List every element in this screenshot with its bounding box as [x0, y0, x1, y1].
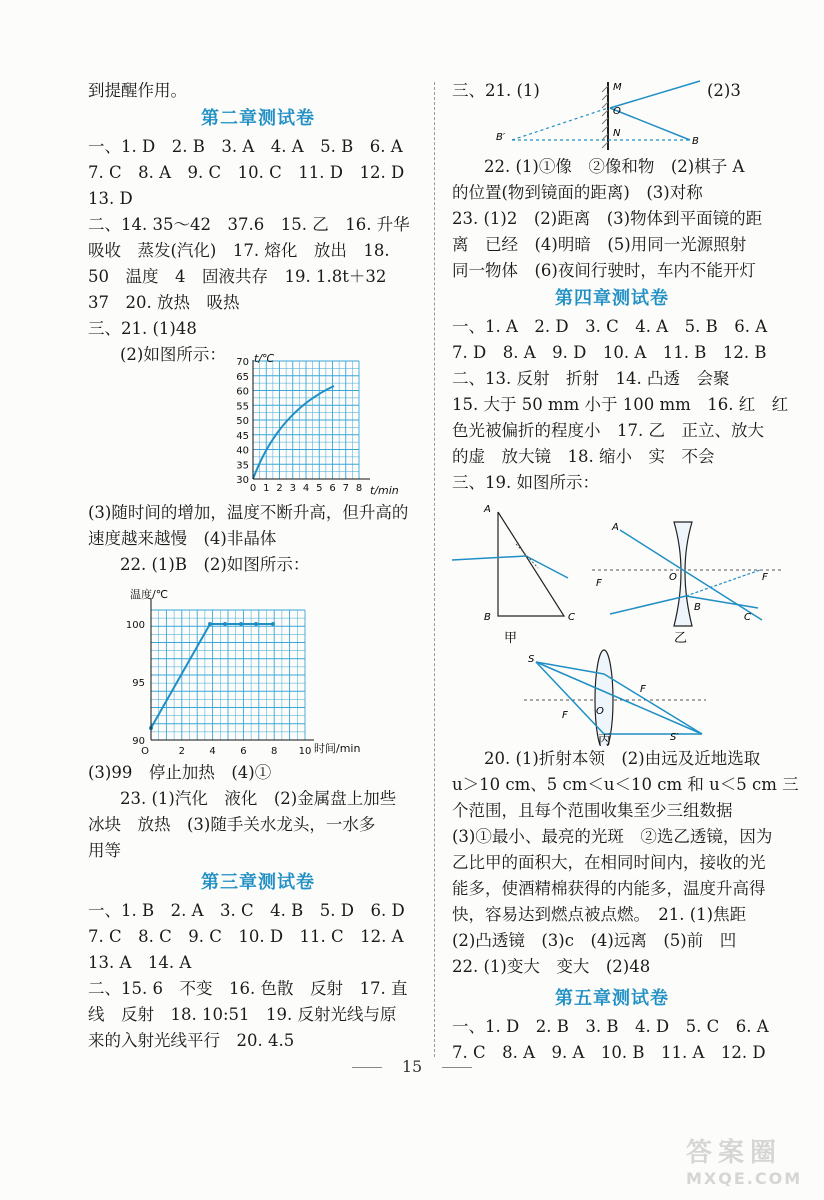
figure-bing [524, 650, 706, 746]
ch2-line: 吸收 蒸发(汽化) 17. 熔化 放出 18. [88, 241, 390, 260]
graph2-point [208, 622, 212, 626]
graph2-ytick: 100 [125, 620, 145, 631]
graph1-ytick: 30 [236, 475, 249, 486]
bing-o: O [596, 706, 604, 717]
q20-line: 能多，使酒精棉获得的内能多，温度升高得 [452, 879, 766, 898]
bing-s-prime: S′ [670, 732, 679, 743]
graph2-xtick: O [141, 746, 149, 757]
graph2-xtick: 10 [298, 746, 312, 757]
yi-o: O [669, 572, 677, 583]
left-column [88, 78, 428, 1054]
ch2-line: 一、1. D 2. B 3. A 4. A 5. B 6. A [88, 137, 403, 156]
yi-b: B [694, 602, 701, 613]
ch3-line: 一、1. B 2. A 3. C 4. B 5. D 6. D [88, 901, 405, 920]
fig-bing-label: 丙 [598, 733, 612, 746]
graph2-xtick: 4 [209, 746, 216, 757]
graph1-xtick: 6 [329, 483, 336, 494]
plane-mirror-diagram [452, 78, 702, 154]
ch3-line: 二、15. 6 不变 16. 色散 反射 17. 直 [88, 979, 408, 998]
column-divider [434, 82, 435, 1057]
q21-2-text: (2)如图所示： [120, 345, 226, 364]
graph2-ylabel: 温度/℃ [130, 588, 169, 601]
graph1-ytick: 35 [236, 460, 249, 472]
ch5-line: 一、1. D 2. B 3. B 4. D 5. C 6. A [452, 1017, 769, 1036]
ch3-line: 来的入射光线平行 20. 4.5 [88, 1031, 295, 1050]
watermark-logo [686, 1132, 816, 1192]
bing-s: S [528, 654, 535, 665]
yi-c: C [744, 612, 751, 623]
ch3-line: 7. C 8. C 9. C 10. D 11. C 12. A [88, 927, 404, 946]
ch4-line: 三、19. 如图所示： [452, 473, 599, 492]
q20-line: (2)凸透镜 (3)c (4)远离 (5)前 凹 [452, 931, 737, 950]
q22-line: 的位置(物到镜面的距离) (3)对称 [452, 183, 703, 202]
bing-f-left: F [562, 710, 568, 721]
q20-line: 个范围，且每个范围收集至少三组数据 [452, 801, 733, 820]
jia-b: B [484, 612, 491, 623]
q23-line: 离 已经 (4)明暗 (5)用同一光源照射 [452, 235, 747, 254]
ch2-line: 二、14. 35～42 37.6 15. 乙 16. 升华 [88, 215, 410, 234]
graph1-ytick: 65 [236, 371, 249, 383]
graph2-xtick: 2 [178, 746, 185, 757]
graph2-point [239, 622, 243, 626]
ch4-line: 的虚 放大镜 18. 缩小 实 不会 [452, 447, 715, 466]
ch4-line: 色光被偏折的程度小 17. 乙 正立、放大 [452, 421, 764, 440]
fig-yi-label: 乙 [674, 631, 688, 646]
graph2-point [223, 622, 227, 626]
chapter3-title: 第三章测试卷 [201, 872, 315, 893]
graph1-ytick: 50 [236, 416, 249, 427]
ch4-line: 7. D 8. A 9. D 10. A 11. B 12. B [452, 343, 767, 362]
bing-f-right: F [640, 684, 646, 695]
yi-a: A [612, 522, 619, 533]
graph1-xtick: 7 [342, 483, 349, 494]
ch4-line: 二、13. 反射 折射 14. 凸透 会聚 [452, 369, 730, 388]
ch2-line: 13. D [88, 189, 133, 208]
label-b: B [692, 136, 699, 147]
graph1-ytick: 70 [236, 357, 249, 368]
temperature-graph-1 [88, 342, 408, 500]
temperature-graph-2 [88, 580, 428, 760]
graph2-xtick: 8 [271, 746, 278, 757]
yi-f-right: F [762, 572, 768, 583]
intro-text: 到提醒作用。 [88, 81, 187, 100]
mirror-block [452, 78, 772, 154]
graph1-xtick: 0 [249, 483, 257, 494]
graph1-ytick: 55 [236, 401, 249, 413]
ch2-line: 37 20. 放热 吸热 [88, 293, 240, 312]
yi-f-left: F [596, 578, 602, 589]
watermark-top: 答案圈 [686, 1138, 783, 1168]
q22-3-line: (3)99 停止加热 (4)① [88, 763, 272, 782]
q23-line: 23. (1)汽化 液化 (2)金属盘上加些 [120, 789, 397, 808]
q20-line: (3)①最小、最亮的光斑 ②选乙透镜，因为 [452, 827, 773, 846]
graph1-xtick: 8 [355, 483, 363, 494]
ch4-line: 一、1. A 2. D 3. C 4. A 5. B 6. A [452, 317, 768, 336]
graph1-xtick: 3 [289, 483, 296, 494]
graph1-xtick: 2 [276, 483, 283, 494]
graph1-ytick: 40 [236, 445, 249, 457]
graph2-xlabel: 时间/min [314, 742, 361, 755]
right-column [452, 78, 799, 1066]
q23-line: 冰块 放热 (3)随手关水龙头，一水多 [88, 815, 376, 834]
label-b-prime: B′ [496, 132, 506, 143]
q22-text: 22. (1)B (2)如图所示： [120, 555, 310, 574]
fig-jia-label: 甲 [504, 631, 518, 646]
q21-4-line: 速度越来越慢 (4)非晶体 [88, 529, 277, 548]
chapter2-title: 第二章测试卷 [201, 108, 315, 129]
ch2-line: 三、21. (1)48 [88, 319, 197, 338]
q21-3-line: (3)随时间的增加，温度不断升高，但升高的 [88, 503, 409, 522]
jia-c: C [568, 612, 575, 623]
q20-line: 22. (1)变大 变大 (2)48 [452, 957, 651, 976]
figure-jia [452, 504, 575, 646]
graph1-xlabel: t/min [370, 484, 399, 497]
graph1-ytick: 60 [236, 386, 249, 398]
ch2-line: 50 温度 4 固液共存 19. 1.8t＋32 [88, 267, 387, 286]
q21-head: 三、21. (1) [452, 81, 540, 100]
q22-line: 22. (1)①像 ②像和物 (2)棋子 A [484, 157, 745, 176]
q23-line: 用等 [88, 841, 121, 860]
q20-line: 20. (1)折射本领 (2)由远及近地选取 [484, 749, 761, 768]
q20-line: u＞10 cm、5 cm＜u＜10 cm 和 u＜5 cm 三 [452, 775, 799, 794]
graph2-ytick: 95 [132, 678, 145, 689]
graph1-block [88, 342, 428, 500]
q23-line: 同一物体 (6)夜间行驶时，车内不能开灯 [452, 261, 756, 280]
graph1-ytick: 45 [236, 430, 249, 442]
graph1-xtick: 5 [316, 483, 323, 494]
q23-line: 23. (1)2 (2)距离 (3)物体到平面镜的距 [452, 209, 763, 228]
graph2-point [271, 622, 275, 626]
ch2-line: 7. C 8. A 9. C 10. C 11. D 12. D [88, 163, 405, 182]
graph2-ytick: 90 [132, 736, 145, 747]
watermark-bottom: MXQE.COM [686, 1169, 803, 1188]
q20-line: 乙比甲的面积大，在相同时间内，接收的光 [452, 853, 766, 872]
figure-yi [592, 522, 782, 646]
graph1-xtick: 4 [302, 483, 310, 494]
label-o: O [613, 106, 621, 117]
ch3-line: 13. A 14. A [88, 953, 192, 972]
graph1-curve [253, 386, 334, 479]
graph2-xtick: 6 [240, 746, 247, 757]
label-n: N [613, 128, 621, 139]
ch4-line: 15. 大于 50 mm 小于 100 mm 16. 红 红 [452, 395, 789, 414]
label-m: M [613, 82, 622, 93]
q20-line: 快，容易达到燃点被点燃。 21. (1)焦距 [452, 905, 747, 924]
chapter4-title: 第四章测试卷 [555, 288, 669, 309]
ch3-line: 线 反射 18. 10:51 19. 反射光线与原 [88, 1005, 397, 1024]
page-number: 15 [0, 1057, 824, 1076]
jia-a: A [484, 504, 491, 515]
graph2-curve [151, 624, 273, 728]
graph1-xtick: 1 [263, 483, 270, 494]
q21-part2: (2)3 [707, 81, 741, 100]
graph1-ylabel: t/℃ [254, 352, 275, 365]
chapter5-title: 第五章测试卷 [555, 988, 669, 1009]
ch5-line: 7. C 8. A 9. A 10. B 11. A 12. D [452, 1043, 766, 1062]
optics-diagrams [444, 496, 784, 746]
graph2-point [254, 622, 258, 626]
